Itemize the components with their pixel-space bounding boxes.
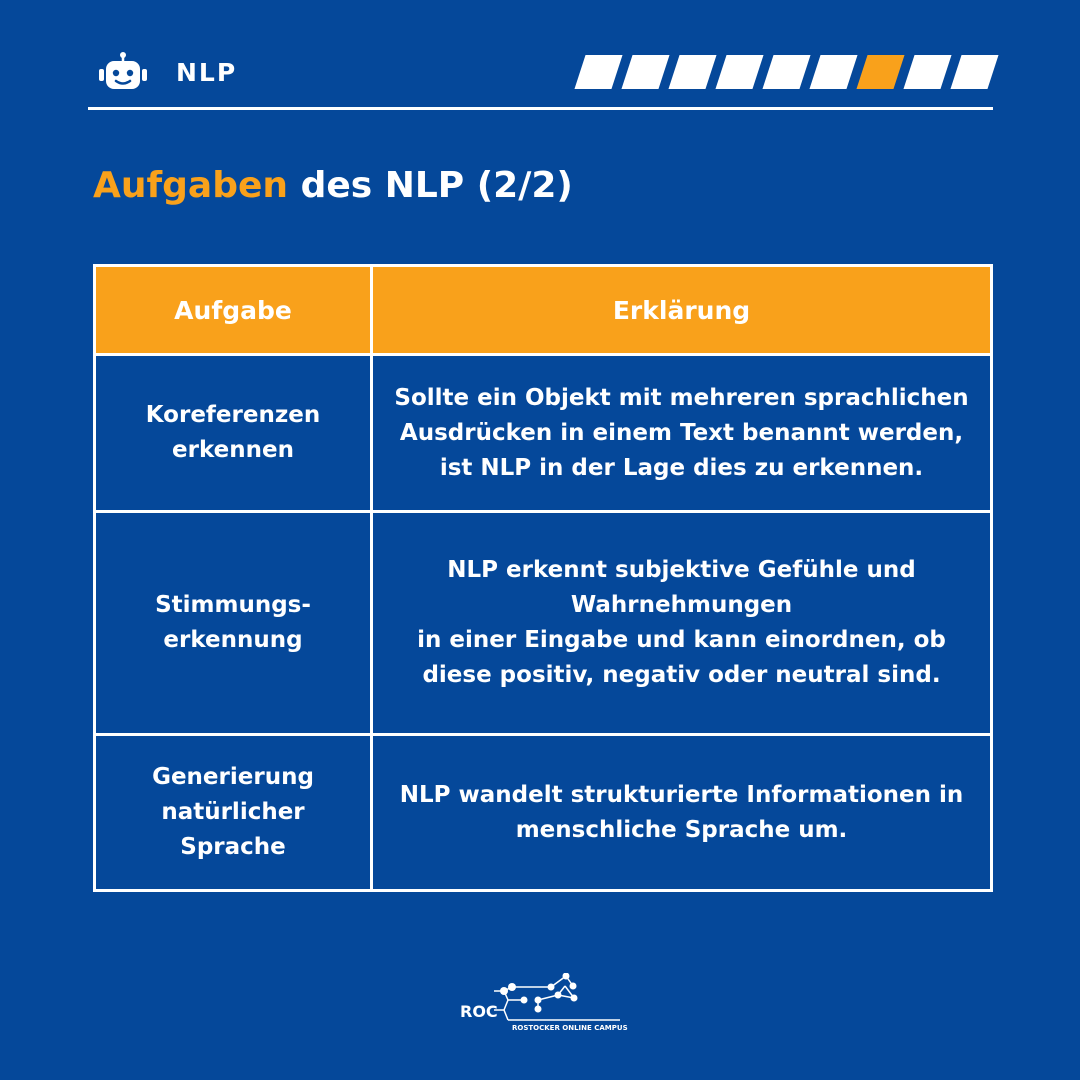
roc-logo xyxy=(458,973,628,1038)
page-title xyxy=(93,165,573,206)
title-rest: des NLP (2/2) xyxy=(288,165,573,206)
brand-label: NLP xyxy=(176,58,238,87)
header-bar xyxy=(88,52,993,92)
robot-icon xyxy=(98,52,148,92)
progress-segment xyxy=(950,55,998,89)
progress-segment xyxy=(762,55,810,89)
table-row xyxy=(95,735,992,891)
progress-segment xyxy=(715,55,763,89)
header-divider xyxy=(88,107,993,110)
logo-full: ROSTOCKER ONLINE CAMPUS xyxy=(512,1024,628,1032)
progress-segment xyxy=(621,55,669,89)
progress-segment xyxy=(809,55,857,89)
task-cell: Generierung natürlicher Sprache xyxy=(95,735,372,891)
tasks-table xyxy=(93,264,993,892)
explanation-cell: Sollte ein Objekt mit mehreren sprachlichen Ausdrücken in einem Text benannt werden, ist NLP in der Lage dies zu erkennen. xyxy=(372,355,992,512)
title-highlight: Aufgaben xyxy=(93,165,289,206)
header-aufgabe: Aufgabe xyxy=(95,266,372,355)
progress-segment xyxy=(574,55,622,89)
task-cell: Koreferenzen erkennen xyxy=(95,355,372,512)
table-header-row xyxy=(95,266,992,355)
table-row xyxy=(95,355,992,512)
progress-indicator xyxy=(580,55,993,89)
logo-short: ROC xyxy=(460,1002,498,1021)
explanation-cell: NLP erkennt subjektive Gefühle und Wahrnehmungen in einer Eingabe und kann einordnen, ob diese positiv, negativ oder neutral sind. xyxy=(372,512,992,735)
progress-segment xyxy=(668,55,716,89)
progress-segment-active xyxy=(856,55,904,89)
progress-segment xyxy=(903,55,951,89)
explanation-cell: NLP wandelt strukturierte Informationen in menschliche Sprache um. xyxy=(372,735,992,891)
task-cell: Stimmungs- erkennung xyxy=(95,512,372,735)
table-row xyxy=(95,512,992,735)
header-erklaerung: Erklärung xyxy=(372,266,992,355)
